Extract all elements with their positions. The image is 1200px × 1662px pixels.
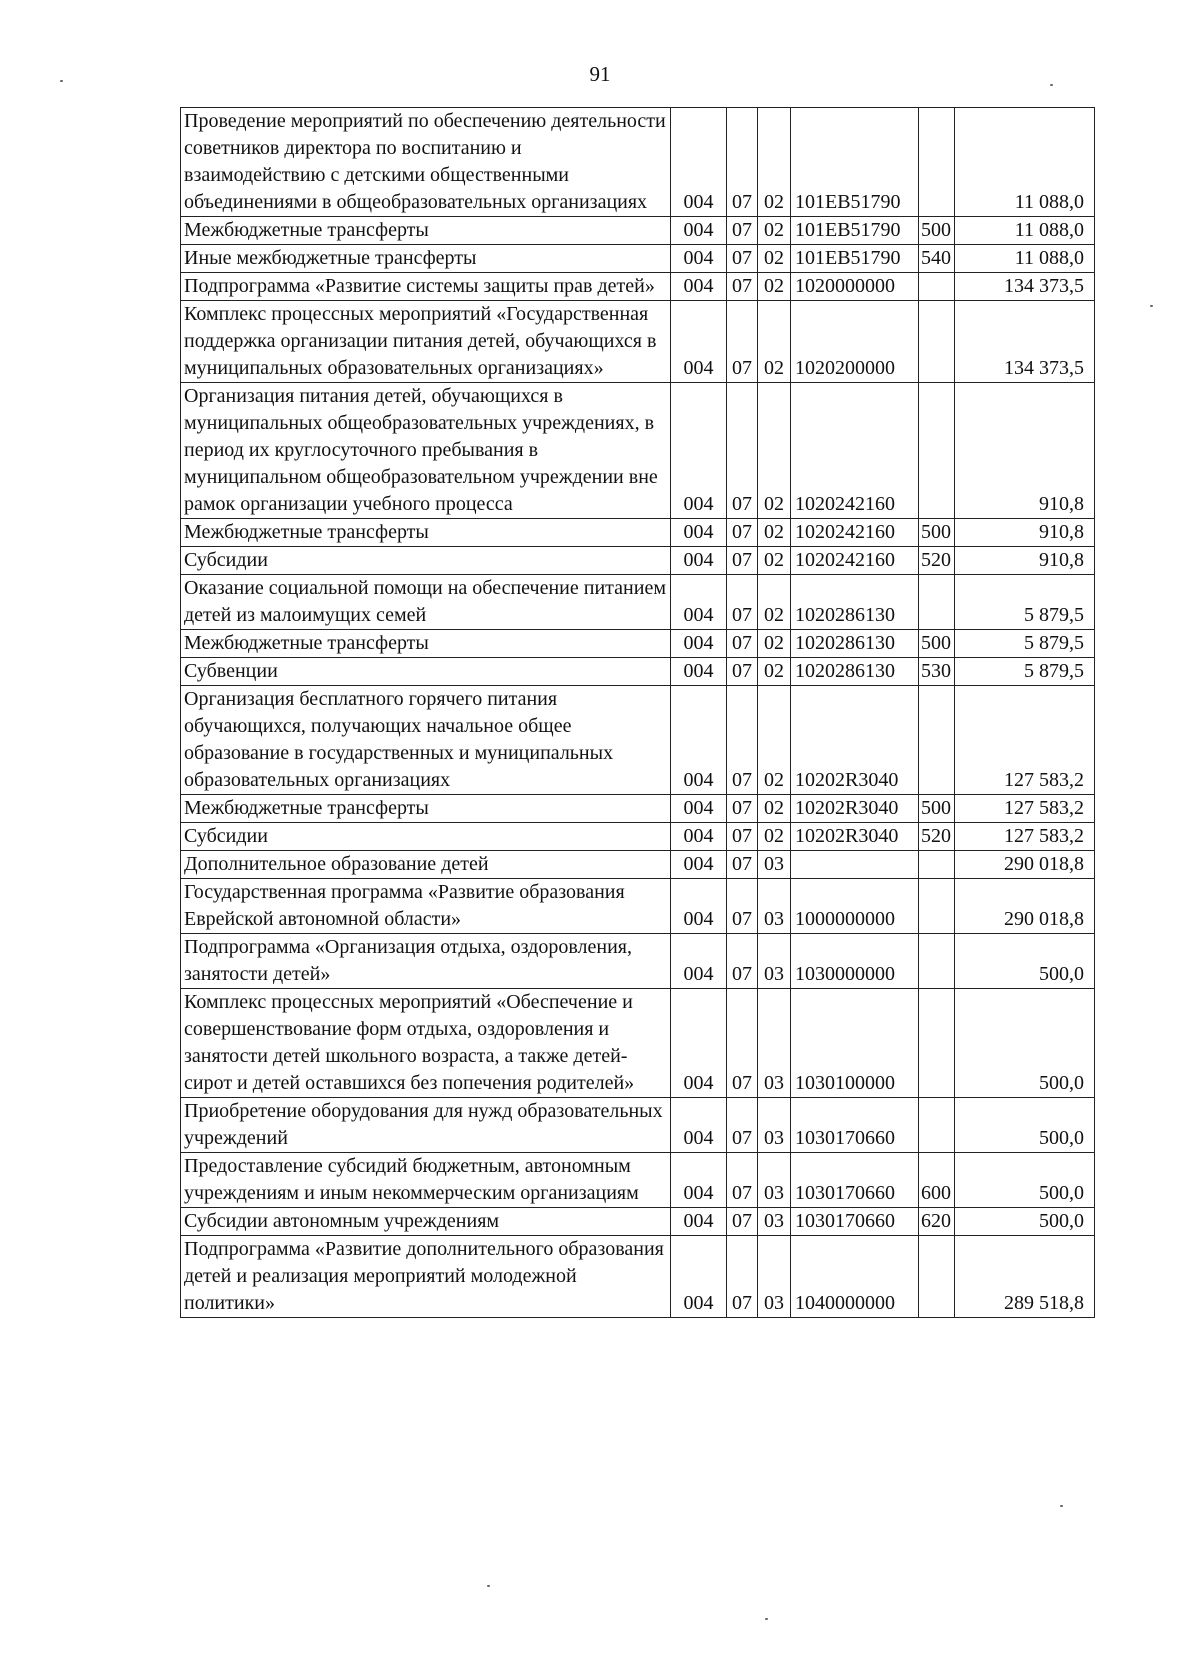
row-target-article-code: 1030000000 <box>791 934 919 989</box>
scan-speck <box>1150 305 1153 307</box>
row-subsection-code: 02 <box>758 301 791 383</box>
row-expense-type-code <box>919 575 955 630</box>
row-expense-type-code <box>919 301 955 383</box>
row-name: Комплекс процессных мероприятий «Государственная поддержка организации питания детей, обучающихся в муниципальных образовательных организациях» <box>181 301 671 383</box>
row-name: Иные межбюджетные трансферты <box>181 245 671 273</box>
row-name: Организация питания детей, обучающихся в муниципальных общеобразовательных учреждениях, в период их круглосуточного пребывания в муниципальном общеобразовательном учреждении вне рамок организации учебного процесса <box>181 383 671 519</box>
row-section-code: 07 <box>727 1153 758 1208</box>
row-name: Предоставление субсидий бюджетным, автономным учреждениям и иным некоммерческим организациям <box>181 1153 671 1208</box>
row-target-article-code: 1030170660 <box>791 1153 919 1208</box>
row-expense-type-code: 540 <box>919 245 955 273</box>
row-ved-code: 004 <box>671 519 727 547</box>
row-subsection-code: 03 <box>758 1208 791 1236</box>
row-section-code: 07 <box>727 1208 758 1236</box>
row-name: Субвенции <box>181 658 671 686</box>
row-name: Подпрограмма «Организация отдыха, оздоровления, занятости детей» <box>181 934 671 989</box>
row-subsection-code: 02 <box>758 575 791 630</box>
row-ved-code: 004 <box>671 1208 727 1236</box>
row-name: Организация бесплатного горячего питания обучающихся, получающих начальное общее образование в государственных и муниципальных образовательных организациях <box>181 686 671 795</box>
row-section-code: 07 <box>727 879 758 934</box>
row-subsection-code: 03 <box>758 1098 791 1153</box>
row-name: Межбюджетные трансферты <box>181 217 671 245</box>
scan-speck <box>60 80 63 82</box>
row-amount: 500,0 <box>955 1098 1095 1153</box>
row-amount: 290 018,8 <box>955 851 1095 879</box>
row-section-code: 07 <box>727 851 758 879</box>
row-amount: 134 373,5 <box>955 273 1095 301</box>
row-subsection-code: 02 <box>758 686 791 795</box>
table-row <box>181 686 1095 795</box>
row-name: Субсидии автономным учреждениям <box>181 1208 671 1236</box>
row-amount: 5 879,5 <box>955 575 1095 630</box>
page-number: 91 <box>589 62 611 86</box>
row-ved-code: 004 <box>671 658 727 686</box>
row-ved-code: 004 <box>671 301 727 383</box>
row-target-article-code: 1020286130 <box>791 658 919 686</box>
row-section-code: 07 <box>727 575 758 630</box>
row-ved-code: 004 <box>671 575 727 630</box>
row-subsection-code: 03 <box>758 934 791 989</box>
row-subsection-code: 02 <box>758 658 791 686</box>
row-subsection-code: 02 <box>758 273 791 301</box>
row-name: Подпрограмма «Развитие дополнительного образования детей и реализация мероприятий молодежной политики» <box>181 1236 671 1318</box>
row-section-code: 07 <box>727 658 758 686</box>
row-subsection-code: 02 <box>758 795 791 823</box>
row-amount: 289 518,8 <box>955 1236 1095 1318</box>
row-expense-type-code <box>919 1236 955 1318</box>
table-row <box>181 658 1095 686</box>
row-name: Дополнительное образование детей <box>181 851 671 879</box>
row-section-code: 07 <box>727 217 758 245</box>
row-name: Оказание социальной помощи на обеспечение питанием детей из малоимущих семей <box>181 575 671 630</box>
table-body <box>181 108 1095 1318</box>
row-expense-type-code <box>919 879 955 934</box>
row-name: Межбюджетные трансферты <box>181 630 671 658</box>
row-ved-code: 004 <box>671 245 727 273</box>
row-target-article-code: 1000000000 <box>791 879 919 934</box>
table-row <box>181 1098 1095 1153</box>
row-target-article-code: 1030100000 <box>791 989 919 1098</box>
row-amount: 500,0 <box>955 1153 1095 1208</box>
row-name: Комплекс процессных мероприятий «Обеспечение и совершенствование форм отдыха, оздоровления и занятости детей школьного возраста, а также детей-сирот и детей оставшихся без попечения родителей» <box>181 989 671 1098</box>
table-row <box>181 245 1095 273</box>
row-target-article-code: 10202R3040 <box>791 795 919 823</box>
row-section-code: 07 <box>727 383 758 519</box>
row-target-article-code: 1020286130 <box>791 630 919 658</box>
row-amount: 5 879,5 <box>955 630 1095 658</box>
scan-speck <box>487 1585 490 1587</box>
table-row <box>181 1236 1095 1318</box>
table-row <box>181 217 1095 245</box>
row-section-code: 07 <box>727 1098 758 1153</box>
row-target-article-code: 1030170660 <box>791 1098 919 1153</box>
row-target-article-code: 101EB51790 <box>791 217 919 245</box>
row-subsection-code: 03 <box>758 1236 791 1318</box>
row-amount: 5 879,5 <box>955 658 1095 686</box>
scan-speck <box>765 1618 768 1620</box>
table-row <box>181 575 1095 630</box>
table-row <box>181 851 1095 879</box>
row-expense-type-code <box>919 686 955 795</box>
row-section-code: 07 <box>727 1236 758 1318</box>
row-amount: 134 373,5 <box>955 301 1095 383</box>
row-target-article-code: 1020286130 <box>791 575 919 630</box>
row-section-code: 07 <box>727 108 758 217</box>
row-ved-code: 004 <box>671 823 727 851</box>
table-row <box>181 273 1095 301</box>
table-row <box>181 301 1095 383</box>
row-expense-type-code: 520 <box>919 823 955 851</box>
row-section-code: 07 <box>727 547 758 575</box>
row-target-article-code: 101EB51790 <box>791 245 919 273</box>
row-target-article-code: 1030170660 <box>791 1208 919 1236</box>
table-row <box>181 823 1095 851</box>
table-row <box>181 108 1095 217</box>
row-name: Подпрограмма «Развитие системы защиты прав детей» <box>181 273 671 301</box>
row-section-code: 07 <box>727 795 758 823</box>
row-section-code: 07 <box>727 686 758 795</box>
row-name: Субсидии <box>181 823 671 851</box>
row-name: Субсидии <box>181 547 671 575</box>
row-amount: 11 088,0 <box>955 108 1095 217</box>
row-amount: 500,0 <box>955 1208 1095 1236</box>
row-ved-code: 004 <box>671 547 727 575</box>
row-expense-type-code <box>919 851 955 879</box>
row-expense-type-code <box>919 108 955 217</box>
row-expense-type-code: 520 <box>919 547 955 575</box>
row-subsection-code: 02 <box>758 823 791 851</box>
table-row <box>181 1153 1095 1208</box>
row-expense-type-code: 500 <box>919 795 955 823</box>
row-ved-code: 004 <box>671 989 727 1098</box>
table-row <box>181 383 1095 519</box>
row-amount: 127 583,2 <box>955 686 1095 795</box>
table-row <box>181 879 1095 934</box>
row-target-article-code: 1020242160 <box>791 519 919 547</box>
scan-speck <box>1050 84 1053 86</box>
row-ved-code: 004 <box>671 1236 727 1318</box>
row-ved-code: 004 <box>671 1098 727 1153</box>
row-target-article-code: 1020242160 <box>791 383 919 519</box>
row-amount: 910,8 <box>955 383 1095 519</box>
row-name: Межбюджетные трансферты <box>181 519 671 547</box>
row-ved-code: 004 <box>671 217 727 245</box>
row-expense-type-code: 500 <box>919 630 955 658</box>
row-target-article-code: 1040000000 <box>791 1236 919 1318</box>
row-section-code: 07 <box>727 989 758 1098</box>
scan-speck <box>1060 1505 1063 1507</box>
row-expense-type-code <box>919 989 955 1098</box>
row-section-code: 07 <box>727 301 758 383</box>
row-amount: 500,0 <box>955 934 1095 989</box>
row-expense-type-code: 530 <box>919 658 955 686</box>
row-section-code: 07 <box>727 823 758 851</box>
budget-table <box>180 107 1095 1318</box>
row-target-article-code: 10202R3040 <box>791 823 919 851</box>
row-expense-type-code: 600 <box>919 1153 955 1208</box>
row-amount: 127 583,2 <box>955 823 1095 851</box>
row-name: Межбюджетные трансферты <box>181 795 671 823</box>
row-ved-code: 004 <box>671 108 727 217</box>
row-subsection-code: 02 <box>758 217 791 245</box>
table-row <box>181 519 1095 547</box>
row-ved-code: 004 <box>671 851 727 879</box>
row-ved-code: 004 <box>671 1153 727 1208</box>
row-expense-type-code <box>919 273 955 301</box>
row-subsection-code: 02 <box>758 519 791 547</box>
row-ved-code: 004 <box>671 686 727 795</box>
row-subsection-code: 02 <box>758 245 791 273</box>
row-ved-code: 004 <box>671 879 727 934</box>
row-amount: 290 018,8 <box>955 879 1095 934</box>
row-ved-code: 004 <box>671 383 727 519</box>
row-amount: 11 088,0 <box>955 245 1095 273</box>
row-amount: 910,8 <box>955 547 1095 575</box>
row-subsection-code: 03 <box>758 879 791 934</box>
row-section-code: 07 <box>727 273 758 301</box>
table-row <box>181 630 1095 658</box>
row-expense-type-code <box>919 934 955 989</box>
row-target-article-code: 1020000000 <box>791 273 919 301</box>
row-section-code: 07 <box>727 630 758 658</box>
row-amount: 127 583,2 <box>955 795 1095 823</box>
row-expense-type-code: 620 <box>919 1208 955 1236</box>
row-subsection-code: 02 <box>758 383 791 519</box>
row-amount: 11 088,0 <box>955 217 1095 245</box>
row-subsection-code: 02 <box>758 630 791 658</box>
row-name: Государственная программа «Развитие образования Еврейской автономной области» <box>181 879 671 934</box>
table-row <box>181 547 1095 575</box>
row-amount: 910,8 <box>955 519 1095 547</box>
row-expense-type-code: 500 <box>919 519 955 547</box>
table-row <box>181 989 1095 1098</box>
table-row <box>181 1208 1095 1236</box>
row-target-article-code: 10202R3040 <box>791 686 919 795</box>
row-ved-code: 004 <box>671 934 727 989</box>
row-section-code: 07 <box>727 245 758 273</box>
table-row <box>181 795 1095 823</box>
row-name: Приобретение оборудования для нужд образовательных учреждений <box>181 1098 671 1153</box>
row-expense-type-code <box>919 1098 955 1153</box>
row-name: Проведение мероприятий по обеспечению деятельности советников директора по воспитанию и взаимодействию с детскими общественными объединениями в общеобразовательных организациях <box>181 108 671 217</box>
row-target-article-code: 1020200000 <box>791 301 919 383</box>
row-expense-type-code: 500 <box>919 217 955 245</box>
row-section-code: 07 <box>727 519 758 547</box>
row-subsection-code: 03 <box>758 851 791 879</box>
row-ved-code: 004 <box>671 630 727 658</box>
row-subsection-code: 03 <box>758 989 791 1098</box>
table-row <box>181 934 1095 989</box>
row-target-article-code: 1020242160 <box>791 547 919 575</box>
row-section-code: 07 <box>727 934 758 989</box>
row-ved-code: 004 <box>671 273 727 301</box>
row-target-article-code <box>791 851 919 879</box>
row-subsection-code: 02 <box>758 547 791 575</box>
row-expense-type-code <box>919 383 955 519</box>
row-ved-code: 004 <box>671 795 727 823</box>
row-subsection-code: 03 <box>758 1153 791 1208</box>
row-target-article-code: 101EB51790 <box>791 108 919 217</box>
row-amount: 500,0 <box>955 989 1095 1098</box>
row-subsection-code: 02 <box>758 108 791 217</box>
